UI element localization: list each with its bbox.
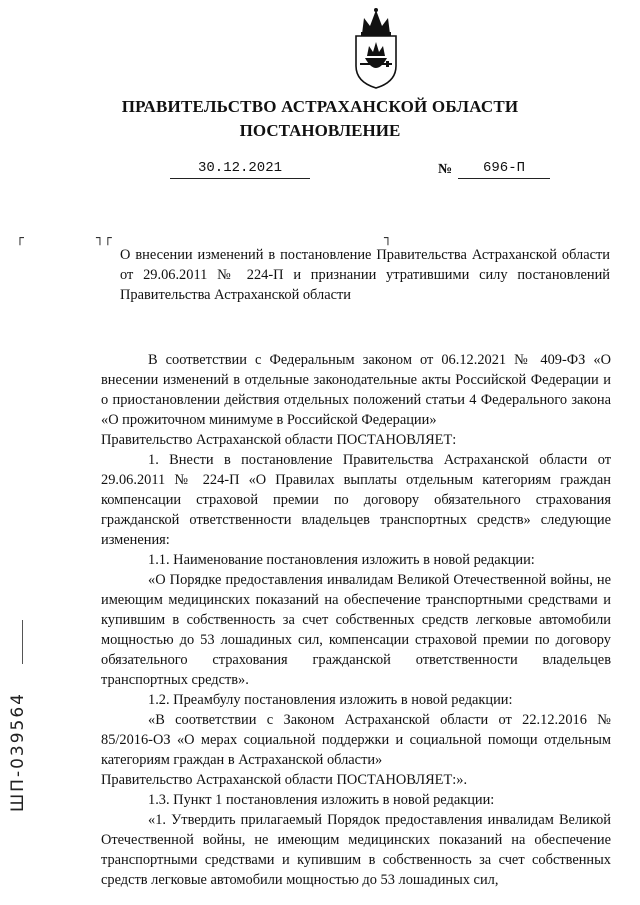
body-paragraph: 1.2. Преамбулу постановления изложить в новой редакции: [148,692,513,708]
margin-mark [22,620,23,664]
body-paragraph: В соответствии с Федеральным законом от 06.12.2021 № 409-ФЗ «О внесении изменений в отдельные законодательные акты Российской Федерации и о приостановлении действия отдельных положений статьи 4 Федерального закона «О прожиточном минимуме в Российской Федерации» [101,352,611,428]
corner-mark-left: ┌ [16,231,24,246]
document-type: ПОСТАНОВЛЕНИЕ [239,121,401,140]
document-number: 696-П [482,160,525,176]
body-paragraph: 1.3. Пункт 1 постановления изложить в новой редакции: [148,792,495,808]
body-paragraph: Правительство Астраханской области ПОСТАНОВЛЯЕТ: [101,432,457,448]
body-paragraph: «1. Утвердить прилагаемый Порядок предоставления инвалидам Великой Отечественной войны, не имеющим медицинских показаний на обеспечение транспортными средствами и купившим в собственность за счет собственных средств легковые автомобили мощностью до 53 лошадиных сил, [101,812,611,888]
body-paragraph: Правительство Астраханской области ПОСТАНОВЛЯЕТ:». [101,772,468,788]
body-paragraph: 1. Внести в постановление Правительства Астраханской области от 29.06.2011 № 224-П «О Правилах выплаты отдельным категориям граждан компенсации страховой премии по договору обязательного страхования гражданской ответственности владельцев транспортных средств» следующие изменения: [101,452,611,548]
body-paragraph: «О Порядке предоставления инвалидам Великой Отечественной войны, не имеющим медицинских показаний на обеспечение транспортными средствами и купившим в собственность за счет собственных средств легковые автомобили мощностью до 53 лошадиных сил, компенсации страховой премии по договору обязательного страхования гражданской ответственности владельцев транспортных средств». [101,572,611,688]
date-underline [170,178,310,179]
body-paragraph: 1.1. Наименование постановления изложить в новой редакции: [148,552,535,568]
document-subject: О внесении изменений в постановление Правительства Астраханской области от 29.06.2011 № 224-П и признании утратившими силу постановлений Правительства Астраханской области [120,247,610,303]
side-serial-code: ШП-039564 [8,692,28,812]
number-underline [458,178,550,179]
number-sign: № [438,162,453,177]
document-date: 30.12.2021 [197,160,282,176]
corner-mark-right: ┐ [384,231,392,246]
coat-of-arms-icon [350,6,402,90]
organization-title: ПРАВИТЕЛЬСТВО АСТРАХАНСКОЙ ОБЛАСТИ [121,97,519,116]
document-body [101,350,611,890]
body-paragraph: «В соответствии с Законом Астраханской области от 22.12.2016 № 85/2016-ОЗ «О мерах социальной поддержки и социальной помощи отдельным категориям граждан в Астраханской области» [101,712,611,768]
corner-mark-mid: ┐┌ [96,231,112,246]
